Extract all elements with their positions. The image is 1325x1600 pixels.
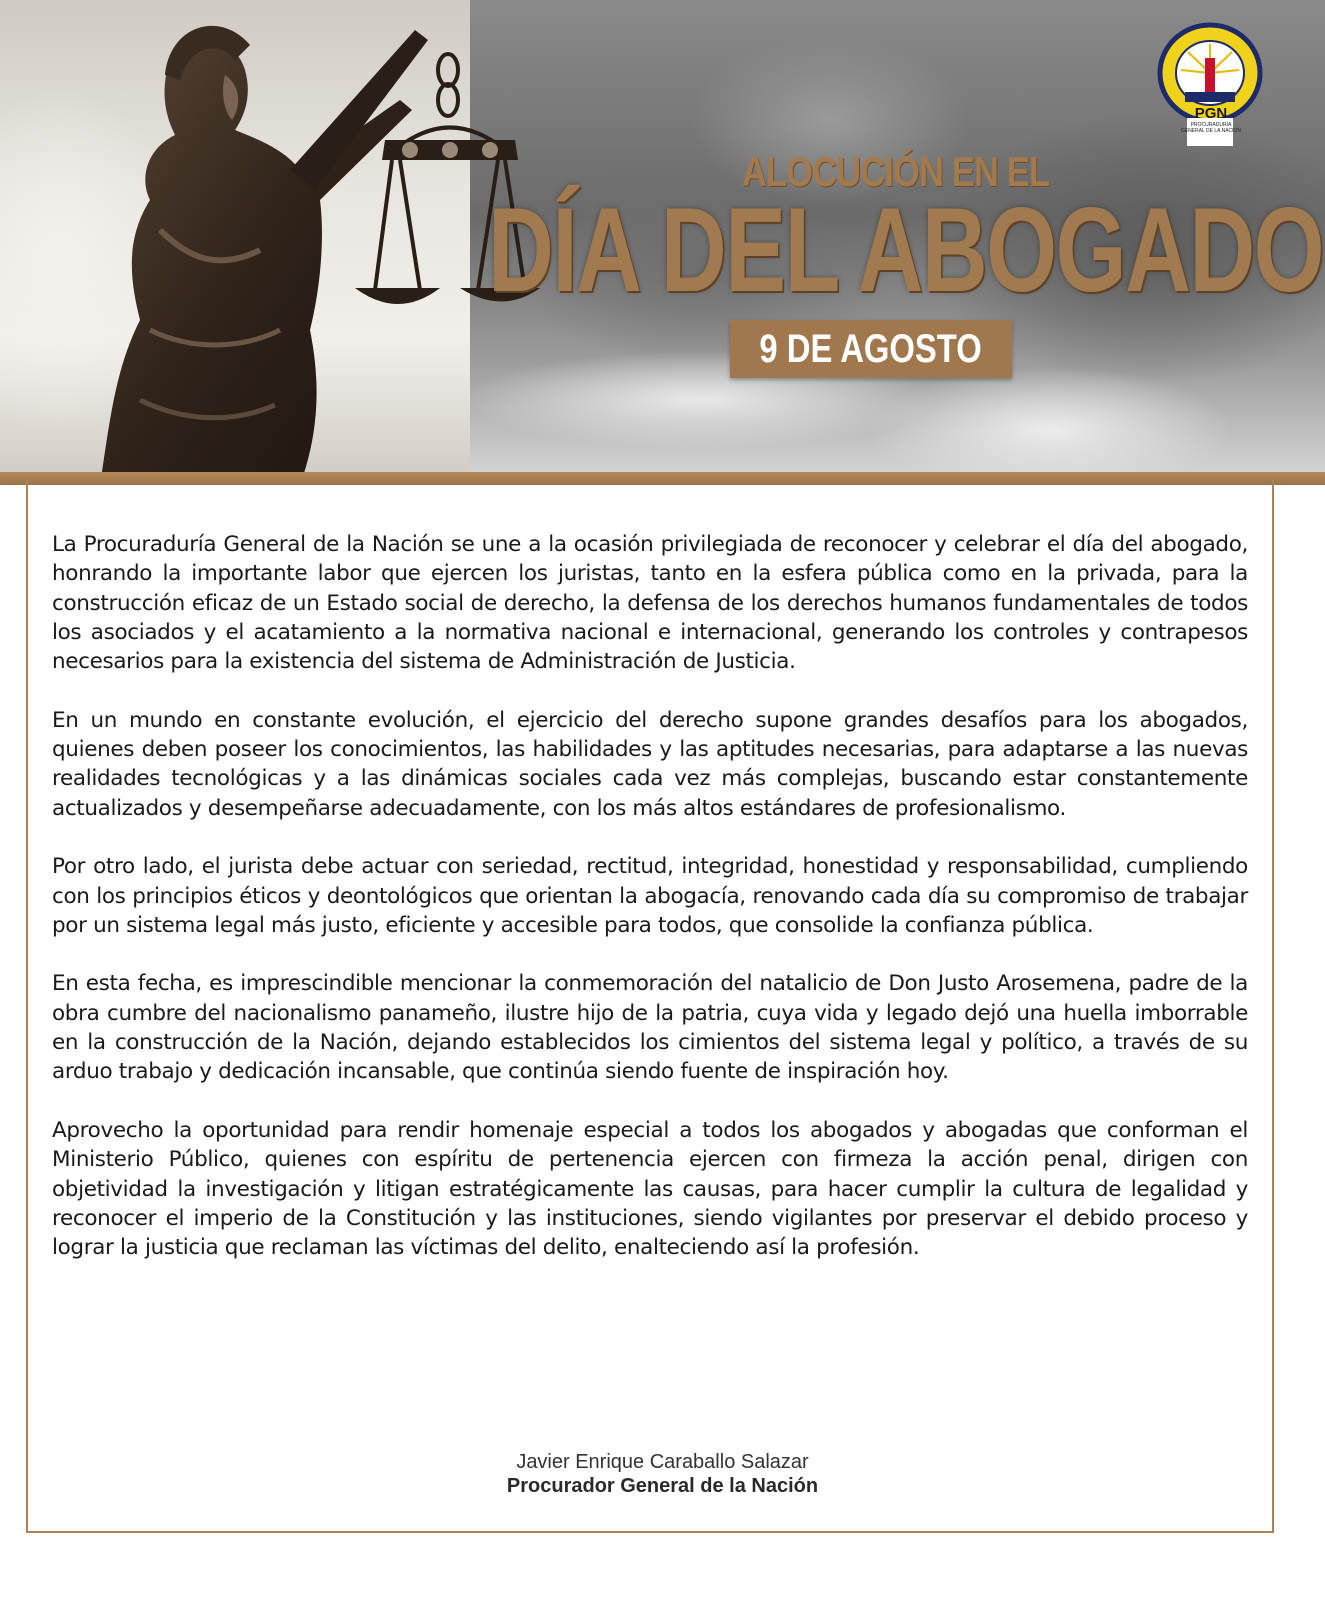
lady-justice-statue xyxy=(20,0,540,485)
header-banner xyxy=(0,0,1325,485)
title-line2: DÍA DEL ABOGADO xyxy=(488,183,1324,317)
signature-block xyxy=(0,1450,1325,1498)
paragraph: La Procuraduría General de la Nación se une a la ocasión privilegiada de reconocer y celebrar el día del abogado, honrando la importante labor que ejercen los juristas, tanto en la esfera pública como en la privada, para la construcción eficaz de un Estado social de derecho, la defensa de los derechos humanos fundamentales de todos los asociados y el acatamiento a la normativa nacional e internacional, generando los controles y contrapesos necesarios para la existencia del sistema de Administración de Justicia. xyxy=(52,532,1248,675)
date-text: 9 DE AGOSTO xyxy=(759,326,983,371)
logo-subtitle: PROCURADURÍA GENERAL DE LA NACIÓN xyxy=(1180,122,1242,134)
logo-abbrev: PGN xyxy=(1194,105,1228,122)
paragraph: En esta fecha, es imprescindible mencionar la conmemoración del natalicio de Don Justo Arosemena, padre de la obra cumbre del nacionalismo panameño, ilustre hijo de la patria, cuya vida y legado dejó una huella imborrable en la construcción de la Nación, dejando establecidos los cimientos del sistema legal y político, a través de su arduo trabajo y dedicación incansable, que continúa siendo fuente de inspiración hoy. xyxy=(52,971,1248,1085)
date-badge xyxy=(730,320,1012,378)
title-line1: ALOCUCIÓN EN EL xyxy=(742,148,1050,195)
paragraph: Aprovecho la oportunidad para rendir homenaje especial a todos los abogados y abogadas que conforman el Ministerio Público, quienes con espíritu de pertenencia ejercen con firmeza la acción penal, dirigen con objetividad la investigación y litigan estratégicamente las causas, para hacer cumplir la cultura de legalidad y reconocer el imperio de la Constitución y las instituciones, siendo vigilantes por preservar el debido proceso y lograr la justicia que reclaman las víctimas del delito, enalteciendo así la profesión. xyxy=(52,1117,1248,1261)
signature-title: Procurador General de la Nación xyxy=(506,1475,819,1497)
signature-name: Javier Enrique Caraballo Salazar xyxy=(516,1451,809,1473)
paragraph: Por otro lado, el jurista debe actuar con seriedad, rectitud, integridad, honestidad y responsabilidad, cumpliendo con los principios éticos y deontológicos que orientan la abogacía, renovando cada día su compromiso de trabajar por un sistema legal más justo, eficiente y accesible para todos, que consolide la confianza pública. xyxy=(52,854,1248,938)
paragraph: En un mundo en constante evolución, el ejercicio del derecho supone grandes desafíos para los abogados, quienes deben poseer los conocimientos, las habilidades y las aptitudes necesarias, para adaptarse a las nuevas realidades tecnológicas y a las dinámicas sociales cada vez más complejas, buscando estar constantemente actualizados y desempeñarse adecuadamente, con los más altos estándares de profesionalismo. xyxy=(52,707,1248,821)
letter-body xyxy=(52,530,1248,1292)
